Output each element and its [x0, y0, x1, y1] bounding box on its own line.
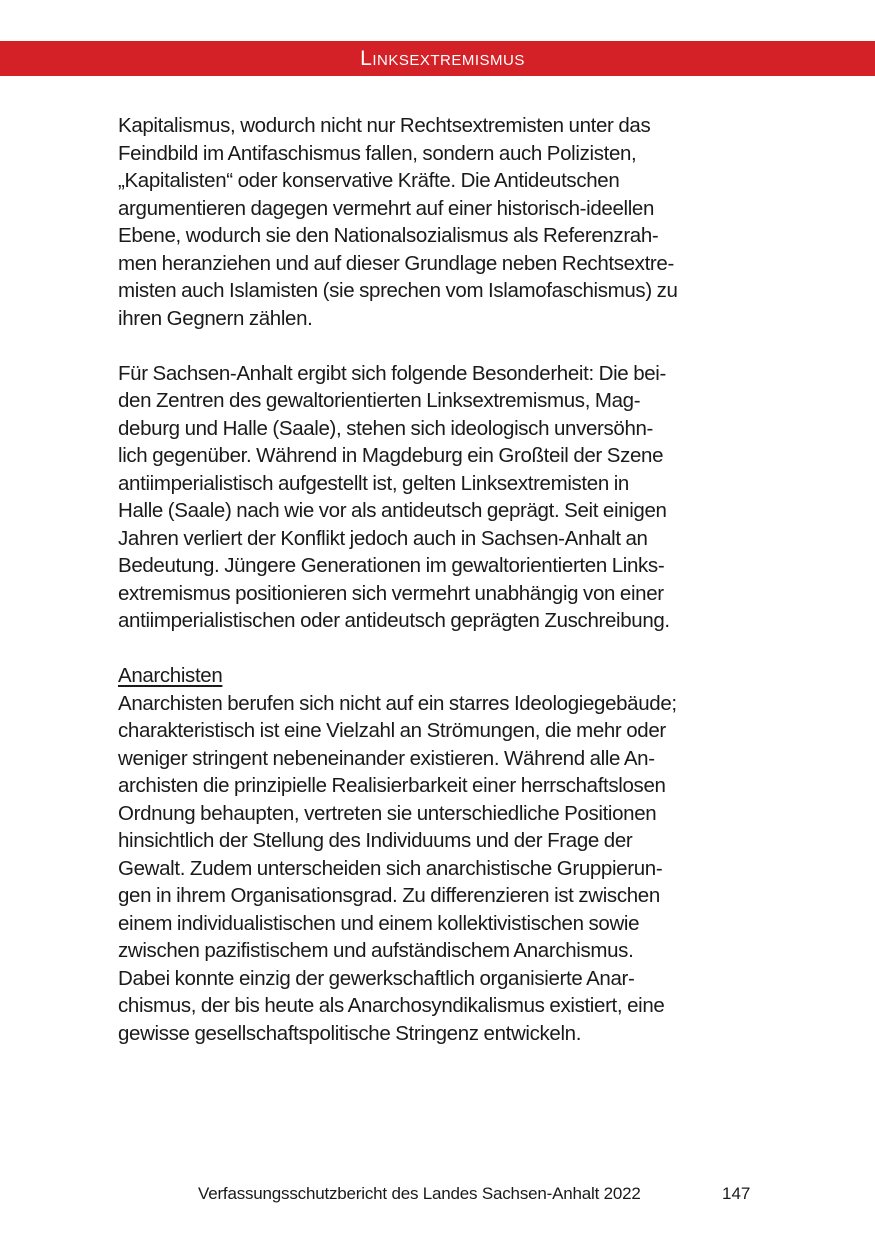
text-line: Bedeutung. Jüngere Generationen im gewaltorientierten Links- — [118, 554, 665, 577]
text-line: Halle (Saale) nach wie vor als antideutsch geprägt. Seit einigen — [118, 499, 667, 522]
text-line: misten auch Islamisten (sie sprechen vom Islamofaschismus) zu — [118, 279, 678, 302]
text-line: den Zentren des gewaltorientierten Linksextremismus, Mag- — [118, 389, 641, 412]
text-line: Gewalt. Zudem unterscheiden sich anarchistische Gruppierun- — [118, 856, 663, 880]
text-line: Anarchisten berufen sich nicht auf ein starres Ideologiegebäude; — [118, 691, 677, 715]
text-line: lich gegenüber. Während in Magdeburg ein Großteil der Szene — [118, 444, 664, 467]
text-line: archisten die prinzipielle Realisierbarkeit einer herrschaftslosen — [118, 774, 666, 797]
text-line: ihren Gegnern zählen. — [118, 306, 313, 330]
text-line: argumentieren dagegen vermehrt auf einer historisch-ideellen — [118, 196, 655, 220]
text-line: hinsichtlich der Stellung des Individuums und der Frage der — [118, 829, 633, 852]
paragraph-saxony-anhalt — [118, 360, 768, 635]
text-line: gewisse gesellschaftspolitische Stringenz entwickeln. — [118, 1021, 582, 1045]
paragraph-capitalism — [118, 112, 768, 332]
text-line: Dabei konnte einzig der gewerkschaftlich organisierte Anar- — [118, 966, 635, 990]
text-line: charakteristisch ist eine Vielzahl an Strömungen, die mehr oder — [118, 719, 666, 742]
text-line: Kapitalismus, wodurch nicht nur Rechtsextremisten unter das — [118, 114, 651, 137]
text-line: extremismus positionieren sich vermehrt unabhängig von einer — [118, 581, 664, 605]
text-line: „Kapitalisten“ oder konservative Kräfte. Die Antideutschen — [118, 169, 620, 192]
text-line: zwischen pazifistischem und aufständischem Anarchismus. — [118, 939, 634, 962]
chapter-header-bar — [0, 41, 875, 76]
paragraph-anarchisten — [118, 690, 768, 1048]
page-number: 147 — [722, 1184, 751, 1203]
text-line: antiimperialistisch aufgestellt ist, gelten Linksextremisten in — [118, 471, 629, 495]
text-line: deburg und Halle (Saale), stehen sich ideologisch unversöhn- — [118, 416, 654, 440]
section-heading-anarchisten: Anarchisten — [118, 664, 223, 687]
text-line: einem individualistischen und einem kollektivistischen sowie — [118, 911, 640, 935]
text-line: Ebene, wodurch sie den Nationalsozialismus als Referenzrah- — [118, 224, 659, 247]
text-line: Jahren verliert der Konflikt jedoch auch in Sachsen-Anhalt an — [118, 526, 648, 550]
text-line: chismus, der bis heute als Anarchosyndikalismus existiert, eine — [118, 994, 665, 1017]
text-line: men heranziehen und auf dieser Grundlage neben Rechtsextre- — [118, 251, 674, 275]
text-line: Ordnung behaupten, vertreten sie unterschiedliche Positionen — [118, 801, 657, 825]
text-line: weniger stringent nebeneinander existieren. Während alle An- — [118, 746, 655, 770]
footer-publication-title: Verfassungsschutzbericht des Landes Sachsen-Anhalt 2022 — [198, 1184, 641, 1203]
chapter-title: Linksextremismus — [360, 47, 525, 70]
text-line: Feindbild im Antifaschismus fallen, sondern auch Polizisten, — [118, 141, 637, 165]
page-body — [118, 112, 768, 1047]
page-footer — [0, 1180, 875, 1208]
text-line: antiimperialistischen oder antideutsch geprägten Zuschreibung. — [118, 609, 670, 632]
text-line: Für Sachsen-Anhalt ergibt sich folgende Besonderheit: Die bei- — [118, 361, 666, 385]
text-line: gen in ihrem Organisationsgrad. Zu differenzieren ist zwischen — [118, 884, 660, 907]
